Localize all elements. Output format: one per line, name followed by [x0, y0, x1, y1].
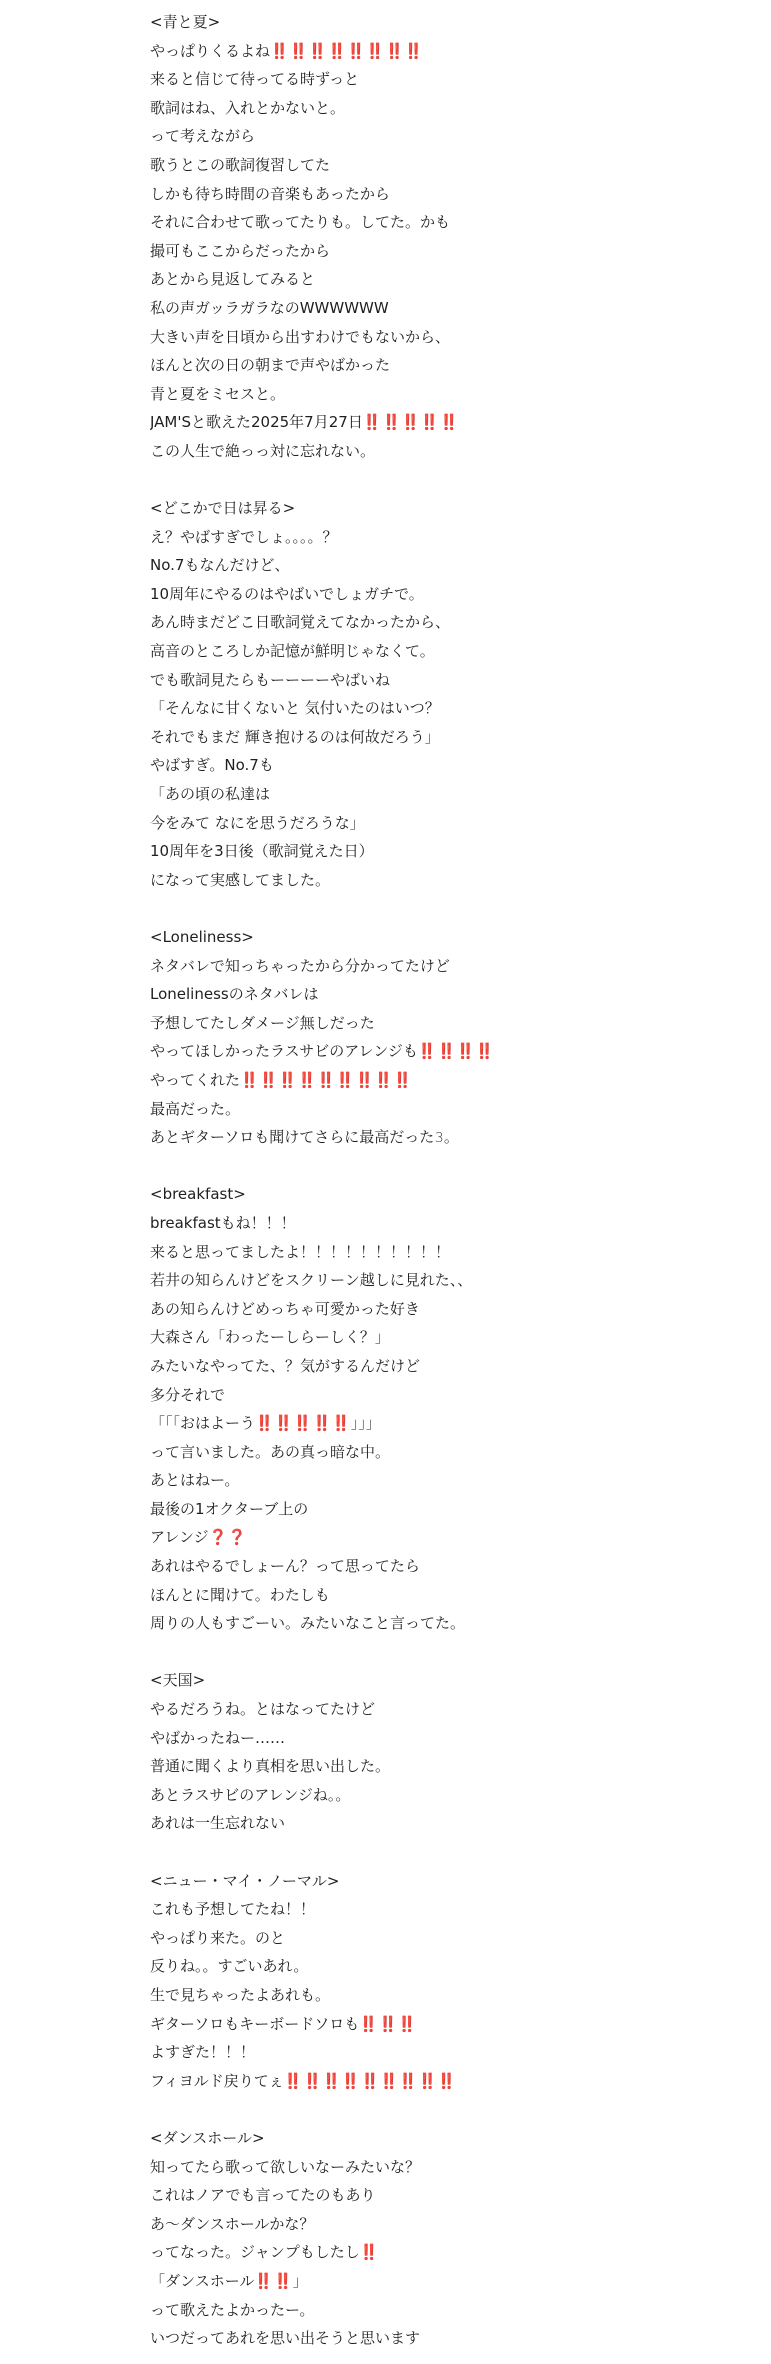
text-line: ギターソロもキーボードソロも‼️‼️‼️	[150, 2014, 417, 2033]
emphasis-icon: ‼️‼️‼️‼️‼️‼️‼️‼️‼️	[283, 2071, 457, 2090]
text-line: 青と夏をミセスと。	[150, 384, 286, 403]
text-line: 大森さん「わったーしらーしく？」	[150, 1328, 390, 1347]
text-line: え？やばすぎでしょ。。。。？	[150, 527, 338, 546]
section-heading: <天国>	[150, 1671, 206, 1690]
text-line: ほんとに聞けて。わたしも	[150, 1585, 330, 1604]
text-line: やっぱり来た。のと	[150, 1928, 286, 1947]
text-line: 来ると思ってましたよ！！！！！！！！！！	[150, 1242, 451, 1261]
text-line: 歌うとこの歌詞復習してた	[150, 155, 331, 174]
emphasis-icon: ‼️	[359, 2243, 379, 2262]
text-line: 10周年を3日後（歌詞覚えた日）	[150, 842, 374, 861]
text-line: 来ると信じて待ってる時ずっと	[150, 70, 360, 89]
section-heading: <breakfast>	[150, 1185, 246, 1204]
text-line: 「ダンスホール‼️‼️」	[150, 2271, 308, 2290]
text-line: 予想してたしダメージ無しだった	[150, 1013, 375, 1032]
text-line: あの知らんけどめっちゃ可愛かった好き	[150, 1299, 420, 1318]
text-line: 大きい声を日頃から出すわけでもないから、	[150, 327, 451, 346]
text-line: 知ってたら歌って欲しいなーみたいな？	[150, 2157, 421, 2176]
text-line: アレンジ❓❓	[150, 1528, 248, 1547]
emphasis-icon: ‼️‼️‼️	[359, 2014, 417, 2033]
text-line: みたいなやってた、？気がするんだけど	[150, 1356, 421, 1375]
text-line: あれは一生忘れない	[150, 1814, 286, 1833]
text-line: よすぎた！！！	[150, 2043, 256, 2062]
text-line: 歌詞はね、入れとかないと。	[150, 98, 346, 117]
text-line: あとはねー。	[150, 1471, 240, 1490]
text-line: でも歌詞見たらもーーーーやばいね	[150, 670, 391, 689]
text-line: それでもまだ 輝き抱けるのは何故だろう」	[150, 727, 440, 746]
text-line: になって実感してました。	[150, 870, 331, 889]
blank-line	[150, 466, 750, 495]
text-line: 普通に聞くより真相を思い出した。	[150, 1757, 391, 1776]
text-line: この人生で絶っっ対に忘れない。	[150, 441, 376, 460]
text-line: 高音のところしか記憶が鮮明じゃなくて。	[150, 642, 435, 661]
text-line: 「「「おはよーう‼️‼️‼️‼️‼️」」」	[150, 1414, 381, 1433]
text-line: あ〜ダンスホールかな？	[150, 2214, 315, 2233]
section-heading: <ニュー・マイ・ノーマル>	[150, 1871, 340, 1890]
blank-line	[150, 894, 750, 923]
emphasis-icon: ‼️‼️‼️‼️‼️	[255, 1414, 351, 1433]
text-line: って歌えたよかったー。	[150, 2300, 315, 2319]
text-line: あとラスサビのアレンジね。。	[150, 1785, 351, 1804]
text-line: 今をみて なにを思うだろうな」	[150, 813, 365, 832]
emphasis-icon: ‼️‼️‼️‼️	[417, 1042, 495, 1061]
blank-line	[150, 2095, 750, 2124]
text-line: しかも待ち時間の音楽もあったから	[150, 184, 390, 203]
section-heading: <どこかで日は昇る>	[150, 499, 296, 518]
text-line: 周りの人もすごーい。みたいなこと言ってた。	[150, 1614, 466, 1633]
text-line: って考えながら	[150, 127, 256, 146]
text-line: 反りね。。すごいあれ。	[150, 1957, 309, 1976]
text-line: あとから見返してみると	[150, 270, 316, 289]
text-line: JAM'Sと歌えた2025年7月27日‼️‼️‼️‼️‼️	[150, 413, 459, 432]
text-line: いつだってあれを思い出そうと思います	[150, 2329, 421, 2348]
text-line: これも予想してたね！！	[150, 1900, 316, 1919]
text-line: breakfastもね！！！	[150, 1213, 296, 1232]
text-line: それに合わせて歌ってたりも。してた。かも	[150, 213, 451, 232]
emphasis-icon: ‼️‼️‼️‼️‼️‼️‼️‼️	[270, 41, 424, 60]
text-line: 最後の1オクターブ上の	[150, 1499, 309, 1518]
text-line: 若井の知らんけどをスクリーン越しに見れた、、	[150, 1271, 473, 1290]
blank-line	[150, 1152, 750, 1181]
text-line: 生で見ちゃったよあれも。	[150, 1985, 331, 2004]
text-line: ほんと次の日の朝まで声やばかった	[150, 356, 391, 375]
text-line: 最高だった。	[150, 1099, 241, 1118]
text-line: 撮可もここからだったから	[150, 241, 331, 260]
text-line: やってくれた‼️‼️‼️‼️‼️‼️‼️‼️‼️	[150, 1070, 413, 1089]
text-line: これはノアでも言ってたのもあり	[150, 2186, 376, 2205]
text-line: やばすぎ。No.7も	[150, 756, 274, 775]
section-heading: <Loneliness>	[150, 928, 254, 946]
text-line: 私の声ガッラガラなのWWWWWW	[150, 298, 389, 317]
text-line: あとギターソロも聞けてさらに最高だった𝟹。	[150, 1128, 459, 1147]
text-line: やっぱりくるよね‼️‼️‼️‼️‼️‼️‼️‼️	[150, 41, 424, 60]
blank-line	[150, 1638, 750, 1667]
text-line: やるだろうね。とはなってたけど	[150, 1700, 376, 1719]
text-line: Lonelinessのネタバレは	[150, 985, 319, 1004]
text-line: 10周年にやるのはやばいでしょガチで。	[150, 584, 424, 603]
blank-line	[150, 1838, 750, 1867]
text-line: 「あの頃の私達は	[150, 785, 271, 804]
section-heading: <ダンスホール>	[150, 2128, 265, 2147]
emphasis-icon: ‼️‼️‼️‼️‼️‼️‼️‼️‼️	[240, 1070, 413, 1089]
emphasis-icon: ‼️‼️‼️‼️‼️	[362, 413, 459, 432]
text-line: 「そんなに甘くないと 気付いたのはいつ？	[150, 699, 440, 718]
text-line: フィヨルド戻りてぇ‼️‼️‼️‼️‼️‼️‼️‼️‼️	[150, 2071, 457, 2090]
emphasis-icon: ‼️‼️	[254, 2271, 293, 2290]
blog-post-body	[150, 8, 750, 2353]
emphasis-icon: ❓❓	[208, 1528, 248, 1547]
text-line: No.7もなんだけど、	[150, 556, 290, 575]
text-line: あれはやるでしょーん？って思ってたら	[150, 1557, 420, 1576]
text-line: ネタバレで知っちゃったから分かってたけど	[150, 956, 450, 975]
text-line: 多分それで	[150, 1385, 226, 1404]
text-line: やばかったねー……	[150, 1728, 286, 1747]
text-line: やってほしかったラスサビのアレンジも‼️‼️‼️‼️	[150, 1042, 495, 1061]
text-line: ってなった。ジャンプもしたし‼️	[150, 2243, 379, 2262]
section-heading: <青と夏>	[150, 13, 221, 31]
text-line: あん時まだどこ日歌詞覚えてなかったから、	[150, 613, 451, 632]
text-line: って言いました。あの真っ暗な中。	[150, 1442, 391, 1461]
